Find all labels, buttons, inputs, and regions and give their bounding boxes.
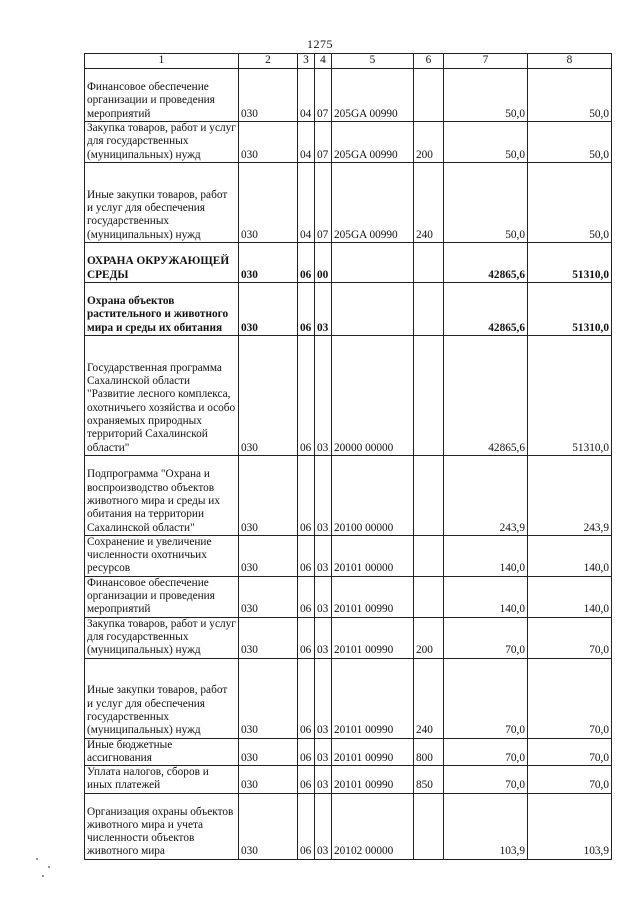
target-article-cell: 20100 00000 bbox=[332, 455, 414, 535]
column-header: 1 bbox=[85, 54, 239, 69]
column-header: 3 bbox=[298, 54, 315, 69]
section-code-cell: 04 bbox=[298, 162, 315, 242]
table-row bbox=[85, 242, 612, 282]
section-code-cell: 04 bbox=[298, 122, 315, 163]
chapter-code-cell: 030 bbox=[239, 576, 298, 617]
amount-col7-cell: 42865,6 bbox=[444, 282, 528, 335]
target-article-cell: 20101 00990 bbox=[332, 658, 414, 738]
chapter-code-cell: 030 bbox=[239, 282, 298, 335]
amount-col7-cell: 140,0 bbox=[444, 535, 528, 576]
target-article-cell: 20101 00990 bbox=[332, 738, 414, 766]
chapter-code-cell: 030 bbox=[239, 122, 298, 163]
table-row bbox=[85, 122, 612, 163]
expense-type-cell bbox=[414, 282, 444, 335]
column-header: 5 bbox=[332, 54, 414, 69]
section-code-cell: 06 bbox=[298, 617, 315, 658]
section-code-cell: 06 bbox=[298, 738, 315, 766]
amount-col8-cell: 50,0 bbox=[528, 162, 612, 242]
target-article-cell: 20102 00000 bbox=[332, 793, 414, 859]
subsection-code-cell: 03 bbox=[315, 658, 332, 738]
table-row bbox=[85, 69, 612, 122]
amount-col8-cell: 140,0 bbox=[528, 576, 612, 617]
chapter-code-cell: 030 bbox=[239, 766, 298, 794]
table-row bbox=[85, 617, 612, 658]
amount-col7-cell: 140,0 bbox=[444, 576, 528, 617]
page-number: 1275 bbox=[307, 37, 333, 51]
row-name-cell: Подпрограмма "Охрана и воспроизводство объектов животного мира и среды их обитания на территории Сахалинской области" bbox=[85, 455, 239, 535]
chapter-code-cell: 030 bbox=[239, 242, 298, 282]
amount-col8-cell: 51310,0 bbox=[528, 282, 612, 335]
amount-col8-cell: 70,0 bbox=[528, 766, 612, 794]
table-body bbox=[85, 54, 612, 860]
row-name-cell: Государственная программа Сахалинской области "Развитие лесного комплекса, охотничьего хозяйства и особо охраняемых природных территорий Сахалинской области" bbox=[85, 335, 239, 455]
target-article-cell: 20101 00990 bbox=[332, 766, 414, 794]
table-row bbox=[85, 162, 612, 242]
amount-col7-cell: 50,0 bbox=[444, 122, 528, 163]
amount-col8-cell: 70,0 bbox=[528, 658, 612, 738]
target-article-cell: 205GA 00990 bbox=[332, 69, 414, 122]
chapter-code-cell: 030 bbox=[239, 793, 298, 859]
target-article-cell: 205GA 00990 bbox=[332, 122, 414, 163]
expense-type-cell: 200 bbox=[414, 617, 444, 658]
amount-col8-cell: 243,9 bbox=[528, 455, 612, 535]
column-header: 2 bbox=[239, 54, 298, 69]
section-code-cell: 06 bbox=[298, 535, 315, 576]
amount-col7-cell: 70,0 bbox=[444, 617, 528, 658]
row-name-cell: Финансовое обеспечение организации и проведения мероприятий bbox=[85, 69, 239, 122]
target-article-cell: 205GA 00990 bbox=[332, 162, 414, 242]
subsection-code-cell: 03 bbox=[315, 282, 332, 335]
subsection-code-cell: 07 bbox=[315, 122, 332, 163]
subsection-code-cell: 03 bbox=[315, 738, 332, 766]
chapter-code-cell: 030 bbox=[239, 69, 298, 122]
amount-col7-cell: 50,0 bbox=[444, 162, 528, 242]
amount-col8-cell: 50,0 bbox=[528, 122, 612, 163]
table-row bbox=[85, 282, 612, 335]
section-code-cell: 06 bbox=[298, 766, 315, 794]
section-code-cell: 06 bbox=[298, 335, 315, 455]
table-row bbox=[85, 455, 612, 535]
target-article-cell bbox=[332, 242, 414, 282]
column-header: 8 bbox=[528, 54, 612, 69]
row-name-cell: Охрана объектов растительного и животного мира и среды их обитания bbox=[85, 282, 239, 335]
amount-col7-cell: 103,9 bbox=[444, 793, 528, 859]
chapter-code-cell: 030 bbox=[239, 162, 298, 242]
subsection-code-cell: 03 bbox=[315, 766, 332, 794]
subsection-code-cell: 00 bbox=[315, 242, 332, 282]
row-name-cell: Иные бюджетные ассигнования bbox=[85, 738, 239, 766]
row-name-cell: Иные закупки товаров, работ и услуг для обеспечения государственных (муниципальных) нужд bbox=[85, 162, 239, 242]
expense-type-cell bbox=[414, 535, 444, 576]
table-row bbox=[85, 576, 612, 617]
section-code-cell: 06 bbox=[298, 576, 315, 617]
expense-type-cell bbox=[414, 793, 444, 859]
section-code-cell: 06 bbox=[298, 793, 315, 859]
subsection-code-cell: 03 bbox=[315, 335, 332, 455]
target-article-cell: 20101 00000 bbox=[332, 535, 414, 576]
column-header: 6 bbox=[414, 54, 444, 69]
section-code-cell: 04 bbox=[298, 69, 315, 122]
expense-type-cell bbox=[414, 455, 444, 535]
scan-specks bbox=[30, 820, 60, 880]
amount-col8-cell: 70,0 bbox=[528, 738, 612, 766]
amount-col7-cell: 70,0 bbox=[444, 766, 528, 794]
table-row bbox=[85, 738, 612, 766]
section-code-cell: 06 bbox=[298, 282, 315, 335]
row-name-cell: Сохранение и увеличение численности охотничьих ресурсов bbox=[85, 535, 239, 576]
expense-type-cell bbox=[414, 335, 444, 455]
subsection-code-cell: 07 bbox=[315, 69, 332, 122]
chapter-code-cell: 030 bbox=[239, 658, 298, 738]
chapter-code-cell: 030 bbox=[239, 535, 298, 576]
amount-col8-cell: 70,0 bbox=[528, 617, 612, 658]
amount-col7-cell: 42865,6 bbox=[444, 335, 528, 455]
table-row bbox=[85, 335, 612, 455]
chapter-code-cell: 030 bbox=[239, 617, 298, 658]
amount-col7-cell: 243,9 bbox=[444, 455, 528, 535]
table-row bbox=[85, 766, 612, 794]
amount-col8-cell: 51310,0 bbox=[528, 335, 612, 455]
chapter-code-cell: 030 bbox=[239, 738, 298, 766]
table-row bbox=[85, 658, 612, 738]
section-code-cell: 06 bbox=[298, 658, 315, 738]
subsection-code-cell: 03 bbox=[315, 535, 332, 576]
chapter-code-cell: 030 bbox=[239, 455, 298, 535]
expense-type-cell: 800 bbox=[414, 738, 444, 766]
table-row bbox=[85, 793, 612, 859]
subsection-code-cell: 03 bbox=[315, 617, 332, 658]
amount-col7-cell: 42865,6 bbox=[444, 242, 528, 282]
chapter-code-cell: 030 bbox=[239, 335, 298, 455]
subsection-code-cell: 07 bbox=[315, 162, 332, 242]
table-row bbox=[85, 535, 612, 576]
row-name-cell: Финансовое обеспечение организации и проведения мероприятий bbox=[85, 576, 239, 617]
target-article-cell: 20000 00000 bbox=[332, 335, 414, 455]
row-name-cell: Иные закупки товаров, работ и услуг для обеспечения государственных (муниципальных) нужд bbox=[85, 658, 239, 738]
row-name-cell: Закупка товаров, работ и услуг для государственных (муниципальных) нужд bbox=[85, 122, 239, 163]
expense-type-cell: 240 bbox=[414, 658, 444, 738]
amount-col8-cell: 103,9 bbox=[528, 793, 612, 859]
expense-type-cell: 200 bbox=[414, 122, 444, 163]
budget-table bbox=[84, 53, 612, 860]
amount-col7-cell: 50,0 bbox=[444, 69, 528, 122]
row-name-cell: ОХРАНА ОКРУЖАЮЩЕЙ СРЕДЫ bbox=[85, 242, 239, 282]
section-code-cell: 06 bbox=[298, 242, 315, 282]
amount-col7-cell: 70,0 bbox=[444, 658, 528, 738]
expense-type-cell bbox=[414, 69, 444, 122]
expense-type-cell: 240 bbox=[414, 162, 444, 242]
amount-col8-cell: 50,0 bbox=[528, 69, 612, 122]
row-name-cell: Организация охраны объектов животного мира и учета численности объектов животного мира bbox=[85, 793, 239, 859]
row-name-cell: Уплата налогов, сборов и иных платежей bbox=[85, 766, 239, 794]
target-article-cell bbox=[332, 282, 414, 335]
section-code-cell: 06 bbox=[298, 455, 315, 535]
expense-type-cell bbox=[414, 576, 444, 617]
column-header: 7 bbox=[444, 54, 528, 69]
subsection-code-cell: 03 bbox=[315, 793, 332, 859]
subsection-code-cell: 03 bbox=[315, 455, 332, 535]
header-row bbox=[85, 54, 612, 69]
target-article-cell: 20101 00990 bbox=[332, 576, 414, 617]
subsection-code-cell: 03 bbox=[315, 576, 332, 617]
column-header: 4 bbox=[315, 54, 332, 69]
expense-type-cell: 850 bbox=[414, 766, 444, 794]
target-article-cell: 20101 00990 bbox=[332, 617, 414, 658]
amount-col7-cell: 70,0 bbox=[444, 738, 528, 766]
row-name-cell: Закупка товаров, работ и услуг для государственных (муниципальных) нужд bbox=[85, 617, 239, 658]
expense-type-cell bbox=[414, 242, 444, 282]
amount-col8-cell: 51310,0 bbox=[528, 242, 612, 282]
amount-col8-cell: 140,0 bbox=[528, 535, 612, 576]
